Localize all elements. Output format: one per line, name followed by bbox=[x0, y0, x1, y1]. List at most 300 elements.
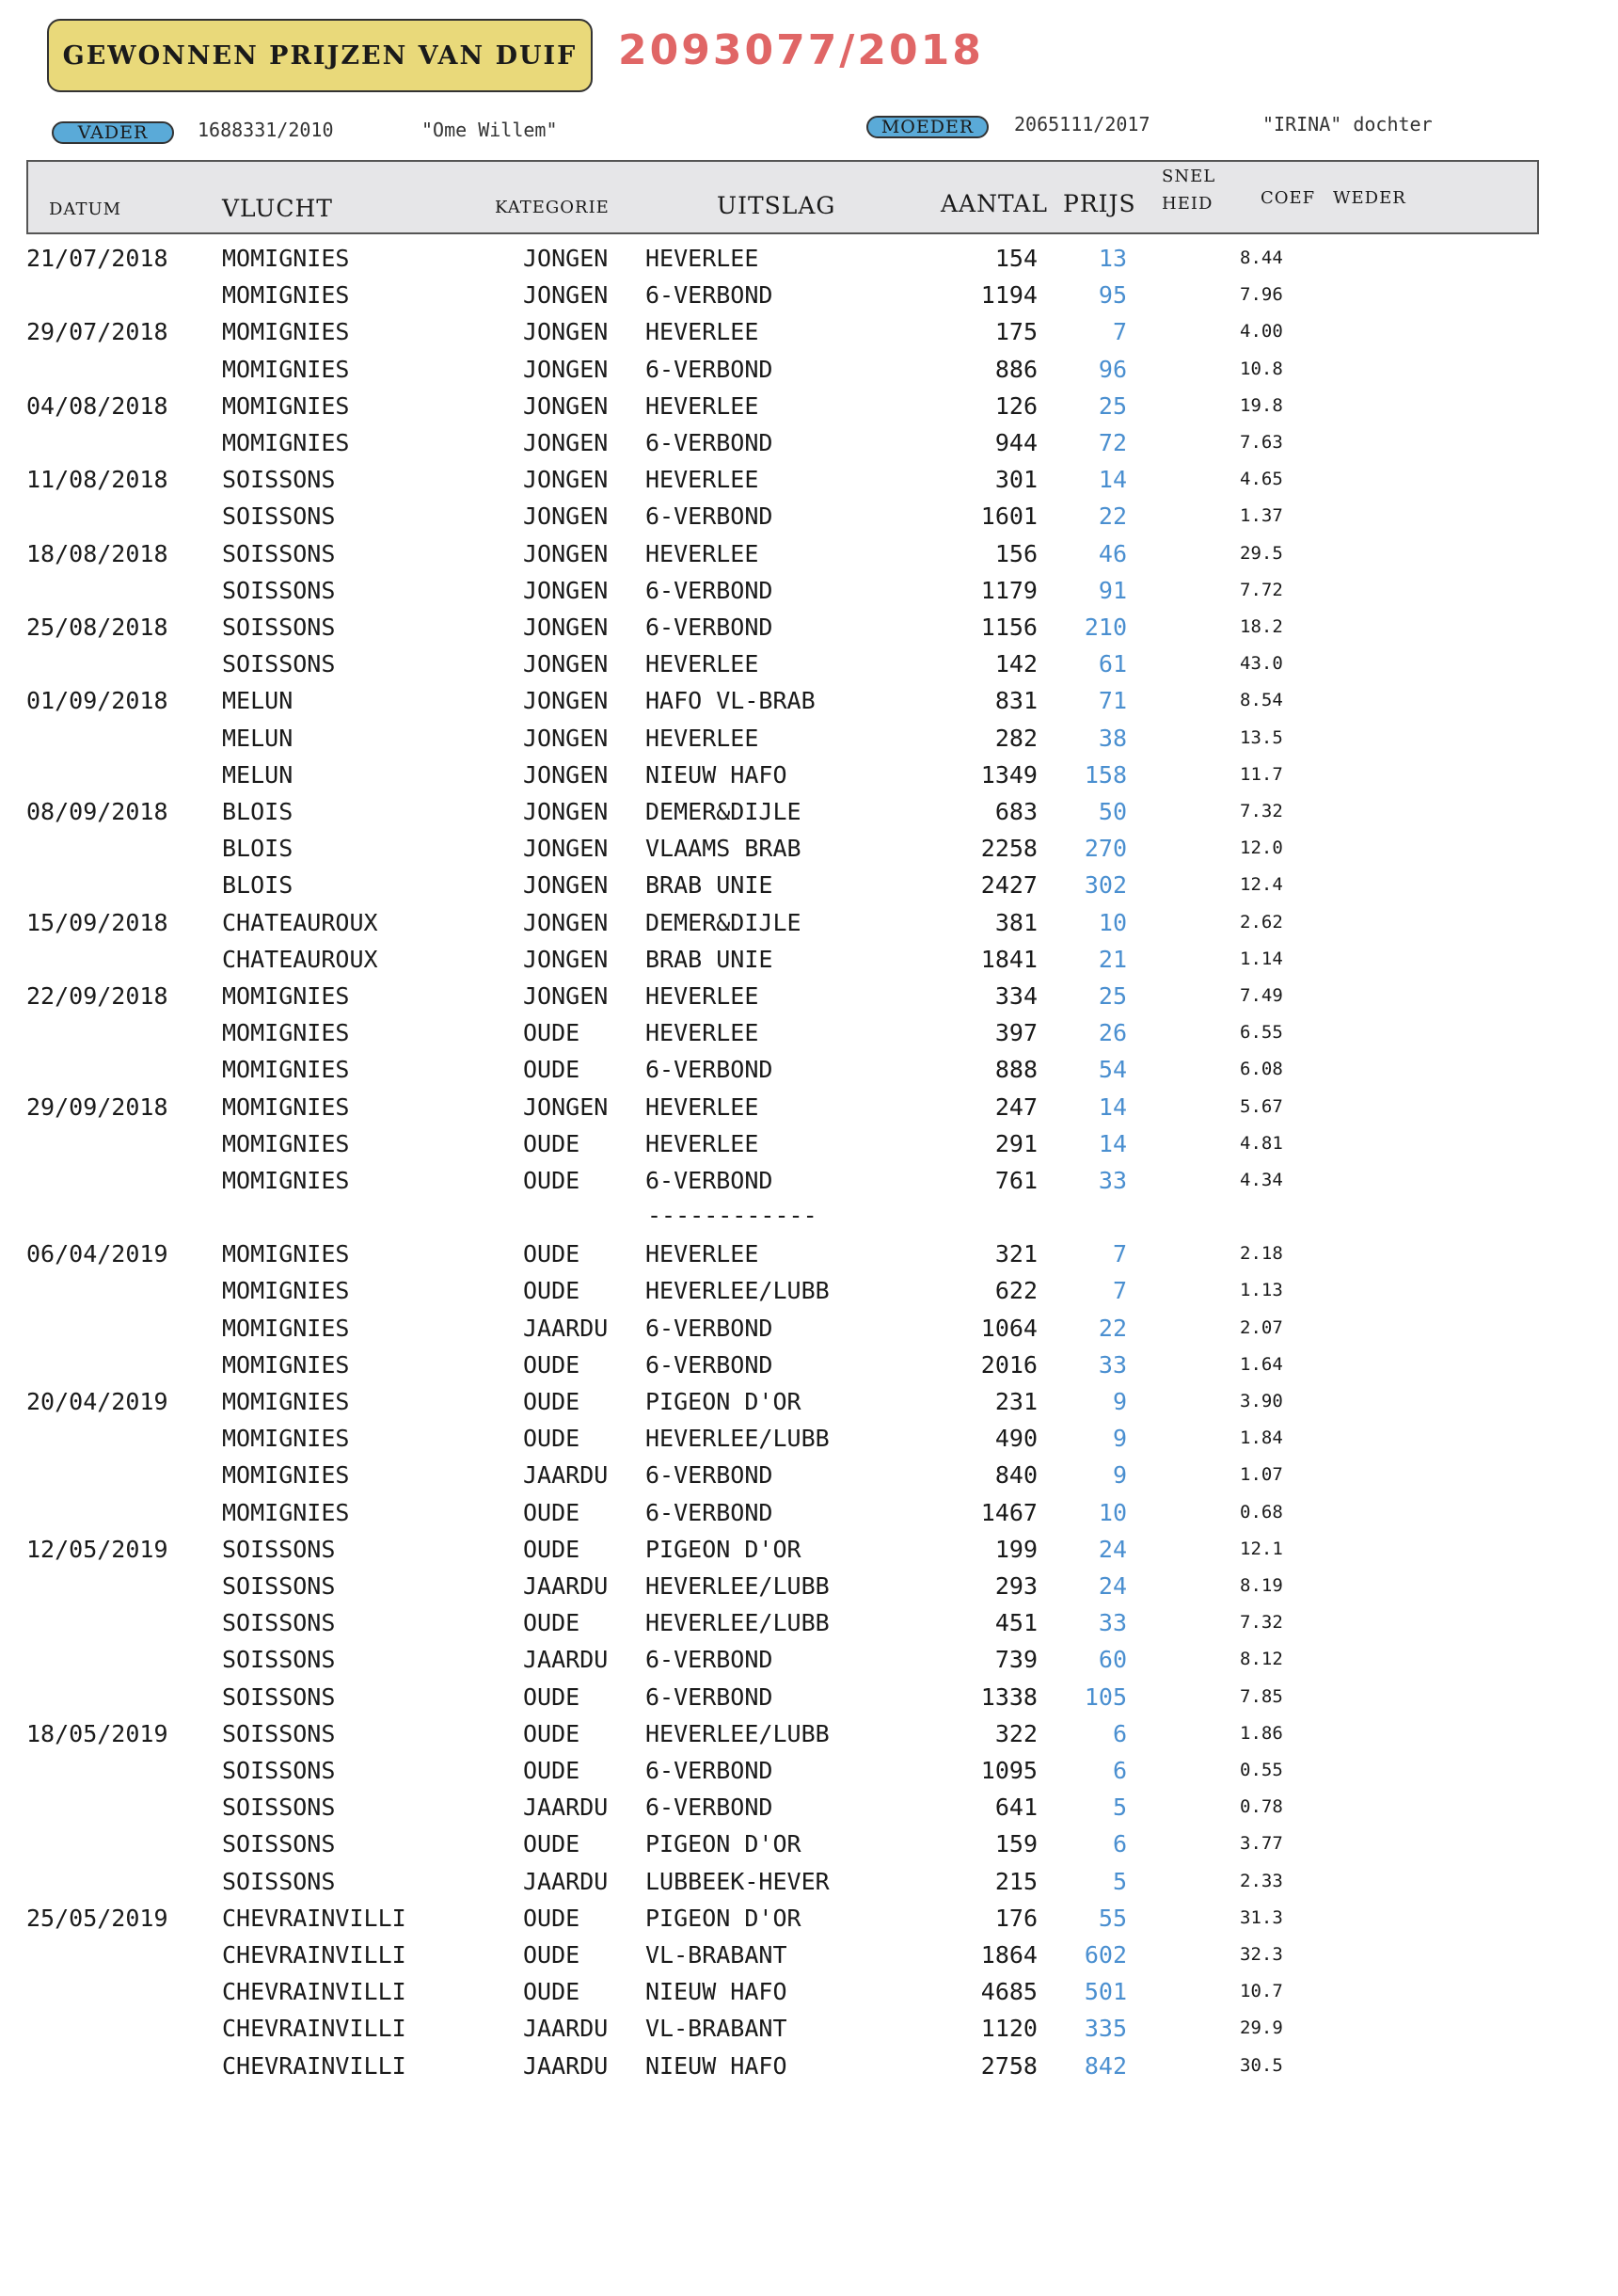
entrants-count: 888 bbox=[994, 1056, 1038, 1083]
prize-rank: 5 bbox=[1112, 1868, 1127, 1895]
prize-rank: 10 bbox=[1098, 1499, 1127, 1526]
prize-rank: 91 bbox=[1098, 577, 1127, 604]
race-location: SOISSONS bbox=[222, 1830, 336, 1858]
race-location: SOISSONS bbox=[222, 1683, 336, 1711]
table-row bbox=[0, 1937, 1618, 1973]
prize-rank: 14 bbox=[1098, 466, 1127, 493]
col-weder: WEDER bbox=[1333, 188, 1406, 208]
race-location: MOMIGNIES bbox=[222, 1093, 350, 1121]
prize-rank: 26 bbox=[1098, 1019, 1127, 1046]
coefficient: 1.64 bbox=[1240, 1354, 1283, 1375]
prize-rank: 25 bbox=[1098, 392, 1127, 420]
category: JAARDU bbox=[523, 1461, 609, 1489]
entrants-count: 1120 bbox=[980, 2015, 1038, 2042]
race-date: 21/07/2018 bbox=[26, 245, 168, 272]
table-row bbox=[0, 1457, 1618, 1493]
entrants-count: 126 bbox=[994, 392, 1038, 420]
coefficient: 8.12 bbox=[1240, 1649, 1283, 1669]
col-vlucht: VLUCHT bbox=[222, 195, 333, 222]
result-list: HEVERLEE bbox=[645, 318, 759, 345]
coefficient: 3.90 bbox=[1240, 1391, 1283, 1411]
result-list: HEVERLEE/LUBB bbox=[645, 1609, 830, 1636]
race-location: MOMIGNIES bbox=[222, 392, 350, 420]
category: JONGEN bbox=[523, 281, 609, 309]
pigeon-id: 2093077/2018 bbox=[618, 26, 984, 74]
entrants-count: 1601 bbox=[980, 502, 1038, 530]
prize-rank: 6 bbox=[1112, 1757, 1127, 1784]
entrants-count: 293 bbox=[994, 1572, 1038, 1600]
entrants-count: 381 bbox=[994, 909, 1038, 936]
race-date: 06/04/2019 bbox=[26, 1240, 168, 1268]
entrants-count: 641 bbox=[994, 1794, 1038, 1821]
race-location: MOMIGNIES bbox=[222, 1315, 350, 1342]
race-date: 12/05/2019 bbox=[26, 1536, 168, 1563]
entrants-count: 886 bbox=[994, 356, 1038, 383]
entrants-count: 1349 bbox=[980, 761, 1038, 789]
table-row bbox=[0, 461, 1618, 498]
table-row bbox=[0, 1051, 1618, 1088]
prize-rank: 210 bbox=[1084, 614, 1127, 641]
race-location: SOISSONS bbox=[222, 1720, 336, 1747]
table-row bbox=[0, 1531, 1618, 1568]
race-location: CHATEAUROUX bbox=[222, 909, 378, 936]
category: JAARDU bbox=[523, 1646, 609, 1673]
result-list: DEMER&DIJLE bbox=[645, 798, 801, 825]
father-id: 1688331/2010 bbox=[198, 119, 334, 141]
race-location: CHATEAUROUX bbox=[222, 946, 378, 973]
prize-rank: 270 bbox=[1084, 835, 1127, 862]
race-date: 04/08/2018 bbox=[26, 392, 168, 420]
coefficient: 12.4 bbox=[1240, 874, 1283, 895]
result-list: 6-VERBOND bbox=[645, 577, 773, 604]
table-row bbox=[0, 757, 1618, 793]
race-location: MOMIGNIES bbox=[222, 1167, 350, 1194]
coefficient: 13.5 bbox=[1240, 727, 1283, 748]
category: JAARDU bbox=[523, 1315, 609, 1342]
category: JAARDU bbox=[523, 1572, 609, 1600]
category: JONGEN bbox=[523, 1093, 609, 1121]
table-row bbox=[0, 793, 1618, 830]
entrants-count: 215 bbox=[994, 1868, 1038, 1895]
result-list: HEVERLEE bbox=[645, 650, 759, 678]
race-location: CHEVRAINVILLI bbox=[222, 2052, 406, 2080]
coefficient: 1.86 bbox=[1240, 1723, 1283, 1744]
entrants-count: 2016 bbox=[980, 1351, 1038, 1379]
entrants-count: 2427 bbox=[980, 871, 1038, 899]
col-coef: COEF bbox=[1261, 188, 1316, 208]
result-list: DEMER&DIJLE bbox=[645, 909, 801, 936]
table-row bbox=[0, 720, 1618, 757]
result-list: NIEUW HAFO bbox=[645, 2052, 787, 2080]
category: OUDE bbox=[523, 1683, 580, 1711]
table-row bbox=[0, 1236, 1618, 1272]
race-location: MOMIGNIES bbox=[222, 245, 350, 272]
race-date: 25/08/2018 bbox=[26, 614, 168, 641]
category: JONGEN bbox=[523, 909, 609, 936]
col-uitslag: UITSLAG bbox=[717, 192, 836, 219]
entrants-count: 176 bbox=[994, 1905, 1038, 1932]
col-kategorie: KATEGORIE bbox=[495, 198, 610, 217]
result-list: 6-VERBOND bbox=[645, 502, 773, 530]
prize-rank: 7 bbox=[1112, 1277, 1127, 1304]
prize-rank: 71 bbox=[1098, 687, 1127, 714]
prize-rank: 55 bbox=[1098, 1905, 1127, 1932]
race-location: SOISSONS bbox=[222, 540, 336, 567]
prize-rank: 25 bbox=[1098, 982, 1127, 1010]
result-list: 6-VERBOND bbox=[645, 1351, 773, 1379]
race-location: SOISSONS bbox=[222, 650, 336, 678]
race-date: 25/05/2019 bbox=[26, 1905, 168, 1932]
race-location: MOMIGNIES bbox=[222, 1240, 350, 1268]
entrants-count: 490 bbox=[994, 1425, 1038, 1452]
coefficient: 6.55 bbox=[1240, 1022, 1283, 1043]
coefficient: 7.32 bbox=[1240, 801, 1283, 821]
table-row bbox=[0, 388, 1618, 424]
entrants-count: 1095 bbox=[980, 1757, 1038, 1784]
coefficient: 1.37 bbox=[1240, 505, 1283, 526]
table-row bbox=[0, 904, 1618, 941]
table-row bbox=[0, 498, 1618, 534]
category: JONGEN bbox=[523, 687, 609, 714]
race-location: SOISSONS bbox=[222, 1868, 336, 1895]
category: JONGEN bbox=[523, 761, 609, 789]
result-list: 6-VERBOND bbox=[645, 1683, 773, 1711]
table-row bbox=[0, 830, 1618, 867]
result-list: HEVERLEE bbox=[645, 725, 759, 752]
race-date: 18/08/2018 bbox=[26, 540, 168, 567]
table-row bbox=[0, 978, 1618, 1014]
category: JONGEN bbox=[523, 577, 609, 604]
coefficient: 7.72 bbox=[1240, 580, 1283, 600]
table-row bbox=[0, 240, 1618, 277]
table-row bbox=[0, 646, 1618, 682]
table-row bbox=[0, 535, 1618, 572]
entrants-count: 231 bbox=[994, 1388, 1038, 1415]
table-row bbox=[0, 1014, 1618, 1051]
prize-rank: 46 bbox=[1098, 540, 1127, 567]
category: OUDE bbox=[523, 1130, 580, 1157]
coefficient: 10.7 bbox=[1240, 1981, 1283, 2001]
coefficient: 1.14 bbox=[1240, 949, 1283, 969]
category: OUDE bbox=[523, 1167, 580, 1194]
result-list: HEVERLEE bbox=[645, 982, 759, 1010]
entrants-count: 321 bbox=[994, 1240, 1038, 1268]
result-list: 6-VERBOND bbox=[645, 1461, 773, 1489]
category: JONGEN bbox=[523, 798, 609, 825]
race-location: MOMIGNIES bbox=[222, 429, 350, 456]
race-location: CHEVRAINVILLI bbox=[222, 1941, 406, 1969]
result-list: 6-VERBOND bbox=[645, 1794, 773, 1821]
race-location: MELUN bbox=[222, 725, 293, 752]
entrants-count: 301 bbox=[994, 466, 1038, 493]
prize-rank: 9 bbox=[1112, 1461, 1127, 1489]
table-row bbox=[0, 351, 1618, 388]
page-title: GEWONNEN PRIJZEN VAN DUIF bbox=[62, 40, 578, 71]
category: JONGEN bbox=[523, 466, 609, 493]
entrants-count: 4685 bbox=[980, 1978, 1038, 2005]
entrants-count: 322 bbox=[994, 1720, 1038, 1747]
category: JONGEN bbox=[523, 318, 609, 345]
category: JONGEN bbox=[523, 650, 609, 678]
category: JONGEN bbox=[523, 614, 609, 641]
table-row bbox=[0, 277, 1618, 313]
race-location: SOISSONS bbox=[222, 1572, 336, 1600]
prize-rank: 14 bbox=[1098, 1130, 1127, 1157]
race-location: MOMIGNIES bbox=[222, 1425, 350, 1452]
category: JONGEN bbox=[523, 502, 609, 530]
coefficient: 2.07 bbox=[1240, 1317, 1283, 1338]
table-row bbox=[0, 941, 1618, 978]
result-list: VL-BRABANT bbox=[645, 1941, 787, 1969]
coefficient: 1.13 bbox=[1240, 1280, 1283, 1300]
mother-label: MOEDER bbox=[866, 116, 989, 138]
table-row bbox=[0, 1752, 1618, 1789]
race-date: 22/09/2018 bbox=[26, 982, 168, 1010]
race-date: 11/08/2018 bbox=[26, 466, 168, 493]
entrants-count: 1338 bbox=[980, 1683, 1038, 1711]
prize-rank: 842 bbox=[1084, 2052, 1127, 2080]
table-row bbox=[0, 1310, 1618, 1347]
result-list: VLAAMS BRAB bbox=[645, 835, 801, 862]
race-location: SOISSONS bbox=[222, 466, 336, 493]
coefficient: 7.63 bbox=[1240, 432, 1283, 453]
entrants-count: 397 bbox=[994, 1019, 1038, 1046]
table-row bbox=[0, 609, 1618, 646]
race-date: 20/04/2019 bbox=[26, 1388, 168, 1415]
prize-rank: 335 bbox=[1084, 2015, 1127, 2042]
col-heid: HEID bbox=[1162, 194, 1214, 214]
prize-rank: 9 bbox=[1112, 1388, 1127, 1415]
race-location: BLOIS bbox=[222, 871, 293, 899]
prize-rank: 95 bbox=[1098, 281, 1127, 309]
coefficient: 4.65 bbox=[1240, 469, 1283, 489]
result-list: PIGEON D'OR bbox=[645, 1830, 801, 1858]
table-row bbox=[0, 1347, 1618, 1383]
prize-rank: 158 bbox=[1084, 761, 1127, 789]
entrants-count: 334 bbox=[994, 982, 1038, 1010]
result-list: HEVERLEE/LUBB bbox=[645, 1720, 830, 1747]
table-row bbox=[0, 1383, 1618, 1420]
race-location: MOMIGNIES bbox=[222, 982, 350, 1010]
entrants-count: 451 bbox=[994, 1609, 1038, 1636]
entrants-count: 142 bbox=[994, 650, 1038, 678]
race-location: SOISSONS bbox=[222, 1609, 336, 1636]
category: OUDE bbox=[523, 1905, 580, 1932]
result-list: HEVERLEE/LUBB bbox=[645, 1277, 830, 1304]
race-date: 18/05/2019 bbox=[26, 1720, 168, 1747]
table-row bbox=[0, 424, 1618, 461]
entrants-count: 154 bbox=[994, 245, 1038, 272]
race-location: MOMIGNIES bbox=[222, 356, 350, 383]
race-location: MOMIGNIES bbox=[222, 1056, 350, 1083]
prize-rank: 24 bbox=[1098, 1572, 1127, 1600]
coefficient: 43.0 bbox=[1240, 653, 1283, 674]
result-list: BRAB UNIE bbox=[645, 946, 773, 973]
entrants-count: 840 bbox=[994, 1461, 1038, 1489]
coefficient: 1.07 bbox=[1240, 1464, 1283, 1485]
prize-rank: 50 bbox=[1098, 798, 1127, 825]
coefficient: 8.19 bbox=[1240, 1575, 1283, 1596]
category: OUDE bbox=[523, 1941, 580, 1969]
table-row bbox=[0, 1568, 1618, 1604]
col-aantal: AANTAL bbox=[941, 190, 1048, 217]
race-location: SOISSONS bbox=[222, 1757, 336, 1784]
result-list: VL-BRABANT bbox=[645, 2015, 787, 2042]
prize-rank: 10 bbox=[1098, 909, 1127, 936]
table-row bbox=[0, 867, 1618, 903]
race-location: CHEVRAINVILLI bbox=[222, 2015, 406, 2042]
category: JONGEN bbox=[523, 540, 609, 567]
coefficient: 12.1 bbox=[1240, 1539, 1283, 1559]
result-list: HEVERLEE/LUBB bbox=[645, 1425, 830, 1452]
category: JONGEN bbox=[523, 835, 609, 862]
race-date: 01/09/2018 bbox=[26, 687, 168, 714]
entrants-count: 2758 bbox=[980, 2052, 1038, 2080]
category: OUDE bbox=[523, 1351, 580, 1379]
result-list: 6-VERBOND bbox=[645, 429, 773, 456]
category: OUDE bbox=[523, 1056, 580, 1083]
race-location: BLOIS bbox=[222, 798, 293, 825]
result-list: 6-VERBOND bbox=[645, 1315, 773, 1342]
table-row bbox=[0, 572, 1618, 609]
entrants-count: 159 bbox=[994, 1830, 1038, 1858]
coefficient: 7.49 bbox=[1240, 985, 1283, 1006]
entrants-count: 739 bbox=[994, 1646, 1038, 1673]
title-box bbox=[47, 19, 593, 92]
category: JAARDU bbox=[523, 2052, 609, 2080]
entrants-count: 1179 bbox=[980, 577, 1038, 604]
season-separator: ------------ bbox=[647, 1202, 817, 1229]
result-list: PIGEON D'OR bbox=[645, 1388, 801, 1415]
race-location: SOISSONS bbox=[222, 577, 336, 604]
coefficient: 3.77 bbox=[1240, 1833, 1283, 1854]
col-datum: DATUM bbox=[49, 199, 122, 219]
category: OUDE bbox=[523, 1536, 580, 1563]
race-date: 29/09/2018 bbox=[26, 1093, 168, 1121]
entrants-count: 1841 bbox=[980, 946, 1038, 973]
race-location: MOMIGNIES bbox=[222, 1019, 350, 1046]
coefficient: 2.33 bbox=[1240, 1871, 1283, 1891]
race-location: MOMIGNIES bbox=[222, 1388, 350, 1415]
coefficient: 32.3 bbox=[1240, 1944, 1283, 1965]
table-row bbox=[0, 2048, 1618, 2084]
entrants-count: 199 bbox=[994, 1536, 1038, 1563]
table-row bbox=[0, 1900, 1618, 1937]
col-prijs: PRIJS bbox=[1063, 190, 1136, 217]
result-list: HEVERLEE bbox=[645, 1240, 759, 1268]
prize-rank: 105 bbox=[1084, 1683, 1127, 1711]
category: JONGEN bbox=[523, 946, 609, 973]
table-row bbox=[0, 1420, 1618, 1457]
category: OUDE bbox=[523, 1978, 580, 2005]
category: OUDE bbox=[523, 1425, 580, 1452]
coefficient: 30.5 bbox=[1240, 2055, 1283, 2076]
result-list: HEVERLEE bbox=[645, 245, 759, 272]
prize-rank: 5 bbox=[1112, 1794, 1127, 1821]
race-location: MOMIGNIES bbox=[222, 281, 350, 309]
entrants-count: 1156 bbox=[980, 614, 1038, 641]
result-list: 6-VERBOND bbox=[645, 1167, 773, 1194]
category: OUDE bbox=[523, 1830, 580, 1858]
category: OUDE bbox=[523, 1388, 580, 1415]
prize-rank: 24 bbox=[1098, 1536, 1127, 1563]
prize-rank: 7 bbox=[1112, 318, 1127, 345]
table-row bbox=[0, 1973, 1618, 2010]
prize-rank: 38 bbox=[1098, 725, 1127, 752]
category: OUDE bbox=[523, 1720, 580, 1747]
result-list: 6-VERBOND bbox=[645, 614, 773, 641]
coefficient: 8.44 bbox=[1240, 247, 1283, 268]
category: OUDE bbox=[523, 1499, 580, 1526]
result-list: HAFO VL-BRAB bbox=[645, 687, 816, 714]
table-row bbox=[0, 1715, 1618, 1752]
category: JONGEN bbox=[523, 245, 609, 272]
prize-rank: 501 bbox=[1084, 1978, 1127, 2005]
table-row bbox=[0, 1089, 1618, 1125]
table-row bbox=[0, 1789, 1618, 1826]
table-row bbox=[0, 313, 1618, 350]
category: JONGEN bbox=[523, 725, 609, 752]
prize-rank: 54 bbox=[1098, 1056, 1127, 1083]
coefficient: 2.18 bbox=[1240, 1243, 1283, 1264]
table-row bbox=[0, 1272, 1618, 1309]
category: OUDE bbox=[523, 1757, 580, 1784]
prize-rank: 21 bbox=[1098, 946, 1127, 973]
prize-rank: 13 bbox=[1098, 245, 1127, 272]
category: JONGEN bbox=[523, 392, 609, 420]
coefficient: 11.7 bbox=[1240, 764, 1283, 785]
table-header bbox=[26, 160, 1539, 234]
coefficient: 0.55 bbox=[1240, 1760, 1283, 1780]
race-location: SOISSONS bbox=[222, 1646, 336, 1673]
result-list: 6-VERBOND bbox=[645, 1757, 773, 1784]
coefficient: 29.5 bbox=[1240, 543, 1283, 564]
prize-rank: 33 bbox=[1098, 1609, 1127, 1636]
category: JAARDU bbox=[523, 2015, 609, 2042]
race-date: 15/09/2018 bbox=[26, 909, 168, 936]
race-location: MOMIGNIES bbox=[222, 1461, 350, 1489]
table-row bbox=[0, 682, 1618, 719]
table-row bbox=[0, 1679, 1618, 1715]
race-location: BLOIS bbox=[222, 835, 293, 862]
prize-rank: 33 bbox=[1098, 1351, 1127, 1379]
coefficient: 7.32 bbox=[1240, 1612, 1283, 1633]
prize-rank: 22 bbox=[1098, 1315, 1127, 1342]
entrants-count: 1864 bbox=[980, 1941, 1038, 1969]
result-list: LUBBEEK-HEVER bbox=[645, 1868, 830, 1895]
race-location: MOMIGNIES bbox=[222, 318, 350, 345]
entrants-count: 291 bbox=[994, 1130, 1038, 1157]
race-location: MOMIGNIES bbox=[222, 1351, 350, 1379]
result-list: HEVERLEE bbox=[645, 392, 759, 420]
prize-rank: 6 bbox=[1112, 1720, 1127, 1747]
coefficient: 6.08 bbox=[1240, 1059, 1283, 1079]
entrants-count: 2258 bbox=[980, 835, 1038, 862]
result-list: HEVERLEE bbox=[645, 1093, 759, 1121]
category: JONGEN bbox=[523, 429, 609, 456]
category: JAARDU bbox=[523, 1868, 609, 1895]
coefficient: 18.2 bbox=[1240, 616, 1283, 637]
race-location: MOMIGNIES bbox=[222, 1130, 350, 1157]
prize-rank: 61 bbox=[1098, 650, 1127, 678]
coefficient: 0.68 bbox=[1240, 1502, 1283, 1523]
category: JONGEN bbox=[523, 356, 609, 383]
category: OUDE bbox=[523, 1019, 580, 1046]
category: JONGEN bbox=[523, 871, 609, 899]
prize-rank: 14 bbox=[1098, 1093, 1127, 1121]
entrants-count: 1194 bbox=[980, 281, 1038, 309]
race-location: CHEVRAINVILLI bbox=[222, 1978, 406, 2005]
